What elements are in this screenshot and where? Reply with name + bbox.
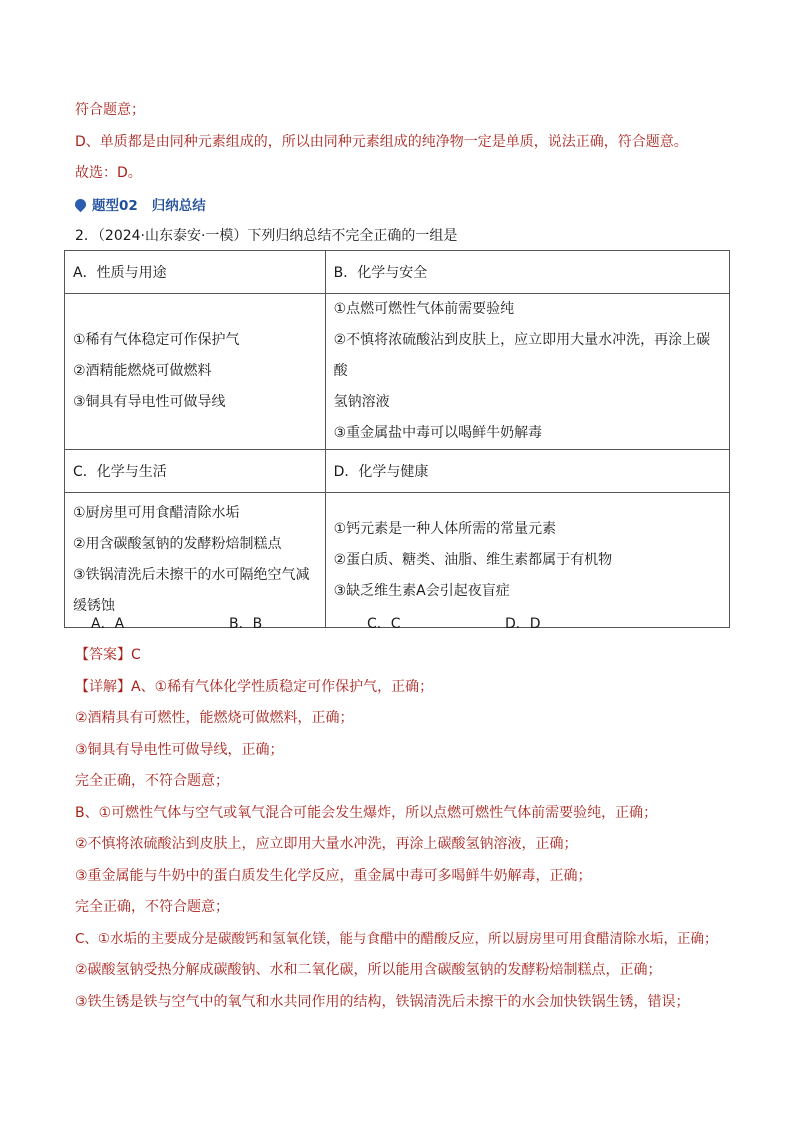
option-c: C．C: [367, 616, 401, 632]
explanation-line: 完全正确，不符合题意；: [75, 899, 229, 915]
cell-item: 氢钠溶液: [333, 394, 390, 410]
cell-c-body: [65, 493, 326, 628]
cell-a-title: A．性质与用途: [65, 251, 326, 294]
explanation-line: C、①水垢的主要成分是碳酸钙和氢氧化镁，能与食醋中的醋酸反应，所以厨房里可用食醋清除水垢，正确；: [75, 931, 718, 947]
cell-a-body: [65, 294, 326, 450]
cell-item: ③铁锅清洗后未擦干的水可隔绝空气减: [73, 567, 310, 583]
cell-d-title: D．化学与健康: [325, 450, 729, 493]
explanation-line: B、①可燃性气体与空气或氧气混合可能会发生爆炸，所以点燃可燃性气体前需要验纯，正确；: [75, 805, 658, 821]
cell-item: ②酒精能燃烧可做燃料: [73, 363, 212, 379]
cell-b-body: [325, 294, 729, 450]
question-text: 2．（2024·山东泰安·一模）下列归纳总结不完全正确的一组是: [75, 228, 458, 244]
cell-item: ②不慎将浓硫酸沾到皮肤上，应立即用大量水冲洗，再涂上碳酸: [333, 332, 711, 379]
section-heading: [75, 194, 206, 214]
explanation-line: 【详解】A、①稀有气体化学性质稳定可作保护气，正确；: [75, 679, 434, 695]
answer-text: 【答案】C: [75, 647, 141, 663]
text-line: 符合题意；: [75, 102, 145, 118]
section-title: 归纳总结: [151, 198, 206, 214]
text-line: D、单质都是由同种元素组成的，所以由同种元素组成的纯净物一定是单质，说法正确，符合题意。: [75, 134, 688, 150]
option-b: B．B: [229, 616, 263, 632]
explanation-line: ③重金属能与牛奶中的蛋白质发生化学反应，重金属中毒可多喝鲜牛奶解毒，正确；: [75, 868, 592, 884]
cell-item: ②蛋白质、糖类、油脂、维生素都属于有机物: [333, 551, 613, 568]
cell-b-title: B．化学与安全: [325, 251, 729, 294]
comparison-table: [64, 250, 730, 628]
cell-item: ③铜具有导电性可做导线: [73, 394, 226, 410]
cell-item: ①稀有气体稳定可作保护气: [73, 332, 240, 348]
section-number: 题型02: [92, 198, 138, 214]
explanation-line: ③铁生锈是铁与空气中的氧气和水共同作用的结构，铁锅清洗后未擦干的水会加快铁锅生锈，错误；: [75, 994, 690, 1010]
cell-item: ③重金属盐中毒可以喝鲜牛奶解毒: [333, 425, 543, 441]
cell-item: ①厨房里可用食醋清除水垢: [73, 505, 240, 521]
cell-item: 缓锈蚀: [73, 598, 115, 614]
answer-options: [91, 613, 643, 633]
explanation-line: ②不慎将浓硫酸沾到皮肤上，应立即用大量水冲洗，再涂上碳酸氢钠溶液，正确；: [75, 836, 578, 852]
option-a: A．A: [91, 616, 125, 632]
explanation-line: ②酒精具有可燃性，能燃烧可做燃料，正确；: [75, 710, 354, 726]
location-pin-icon: [73, 196, 89, 212]
cell-item: ①钙元素是一种人体所需的常量元素: [333, 520, 557, 537]
explanation-line: 完全正确，不符合题意；: [75, 773, 229, 789]
cell-c-title: C．化学与生活: [65, 450, 326, 493]
cell-d-body: [325, 493, 729, 628]
text-line: 故选：D。: [75, 165, 142, 181]
cell-item: ②用含碳酸氢钠的发酵粉焙制糕点: [73, 536, 282, 552]
cell-item: ③缺乏维生素A会引起夜盲症: [333, 582, 510, 599]
explanation-line: ②碳酸氢钠受热分解成碳酸钠、水和二氧化碳，所以能用含碳酸氢钠的发酵粉焙制糕点，正确；: [75, 962, 662, 978]
cell-item: ①点燃可燃性气体前需要验纯: [333, 301, 515, 317]
explanation-line: ③铜具有导电性可做导线，正确；: [75, 742, 284, 758]
option-d: D．D: [505, 616, 541, 632]
